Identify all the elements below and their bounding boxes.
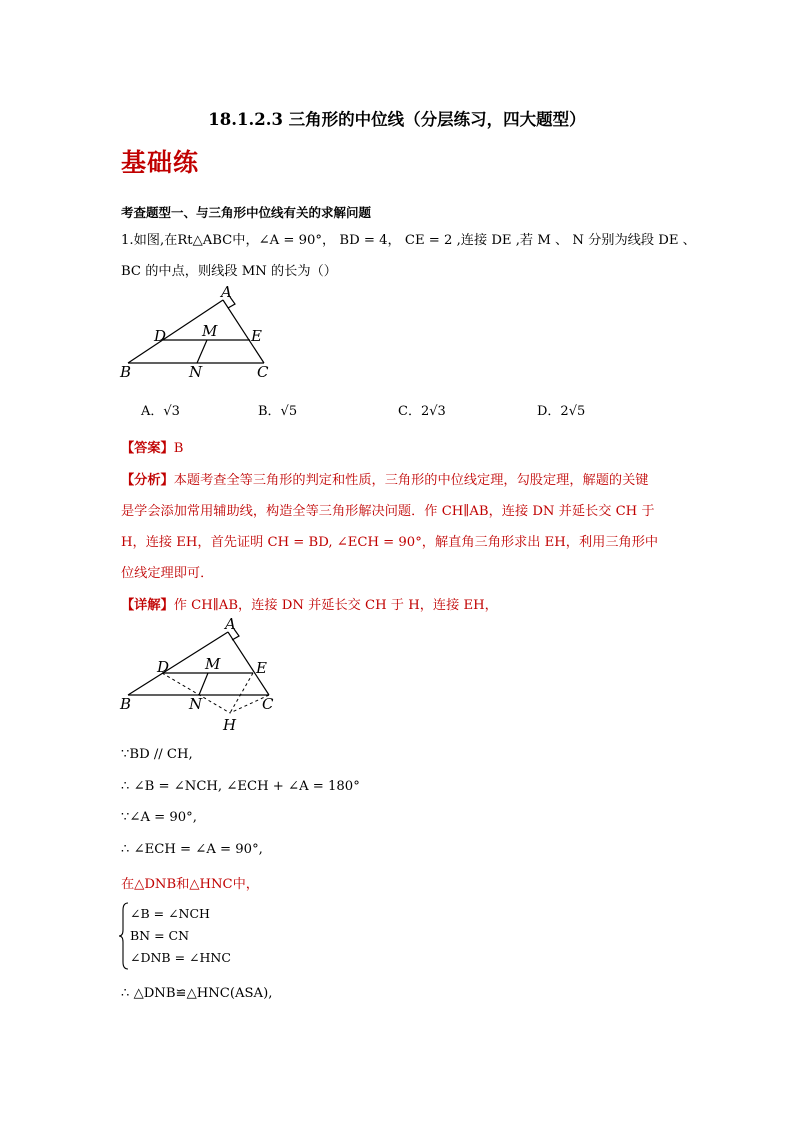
- analysis-line-3: H，连接 EH，首先证明 CH = BD, ∠ECH = 90°，解直角三角形求出 EH，利用三角形中: [121, 535, 659, 550]
- label-e: E: [256, 659, 267, 677]
- question-1-line-2: BC 的中点，则线段 MN 的长为（）: [121, 264, 337, 279]
- detail-tag: 【详解】: [121, 598, 174, 613]
- analysis-line-4: 位线定理即可．: [121, 566, 214, 581]
- label-d: D: [154, 327, 167, 345]
- answer-line: [121, 437, 183, 456]
- option-b: B．√5: [258, 404, 298, 419]
- label-n: N: [189, 363, 203, 381]
- question-1-line-1: 1.如图,在Rt△ABC中，∠A = 90°， BD = 4， CE = 2 ,连接 DE ,若 M 、 N 分别为线段 DE 、: [121, 233, 696, 248]
- segment-mn: [197, 340, 207, 363]
- detail-text-1: 作 CH∥AB，连接 DN 并延长交 CH 于 H，连接 EH，: [173, 598, 498, 613]
- question-type-heading: 考查题型一、与三角形中位线有关的求解问题: [121, 205, 372, 220]
- label-m: M: [205, 655, 221, 673]
- condition-2: BN = CN: [130, 928, 190, 943]
- label-b: B: [120, 363, 132, 381]
- answer-tag: 【答案】: [121, 441, 174, 456]
- label-a: A: [225, 615, 236, 633]
- analysis-text-1: 本题考查全等三角形的判定和性质，三角形的中位线定理，勾股定理，解题的关键: [173, 473, 649, 488]
- segment-mn: [199, 673, 208, 695]
- proof-line-5: 在△DNB和△HNC中，: [121, 877, 259, 892]
- segment-eh-dashed: [230, 673, 253, 713]
- option-d: D．2√5: [537, 404, 586, 419]
- label-b: B: [120, 695, 132, 713]
- label-d: D: [157, 658, 170, 676]
- label-c: C: [262, 695, 274, 713]
- triangle-figure-2: [110, 615, 290, 740]
- label-c: C: [257, 363, 269, 381]
- option-c: C．2√3: [398, 404, 446, 419]
- page-title: 18.1.2.3 三角形的中位线（分层练习，四大题型）: [208, 110, 586, 129]
- analysis-line-2: 是学会添加常用辅助线，构造全等三角形解决问题．作 CH∥AB，连接 DN 并延长交 CH 于: [121, 504, 655, 519]
- label-a: A: [221, 283, 232, 301]
- label-h: H: [223, 716, 237, 734]
- proof-line-4: ∴ ∠ECH = ∠A = 90°,: [121, 842, 263, 857]
- condition-3: ∠DNB = ∠HNC: [130, 950, 231, 965]
- analysis-tag: 【分析】: [121, 473, 174, 488]
- proof-line-2: ∴ ∠B = ∠NCH, ∠ECH + ∠A = 180°: [121, 779, 360, 794]
- proof-line-3: ∵∠A = 90°,: [121, 810, 197, 825]
- triangle-figure-1: [110, 283, 290, 383]
- analysis-line-1: [121, 469, 649, 488]
- label-e: E: [251, 327, 262, 345]
- label-n: N: [189, 695, 203, 713]
- option-a: A．√3: [141, 404, 180, 419]
- answer-value: B: [173, 441, 184, 456]
- label-m: M: [202, 322, 218, 340]
- system-brace: [119, 902, 129, 970]
- proof-line-conclusion: ∴ △DNB≌△HNC(ASA),: [121, 986, 273, 1001]
- detail-line-1: [121, 594, 498, 613]
- proof-line-1: ∵BD // CH,: [121, 747, 193, 762]
- section-heading: 基础练: [121, 148, 200, 177]
- condition-1: ∠B = ∠NCH: [130, 906, 210, 921]
